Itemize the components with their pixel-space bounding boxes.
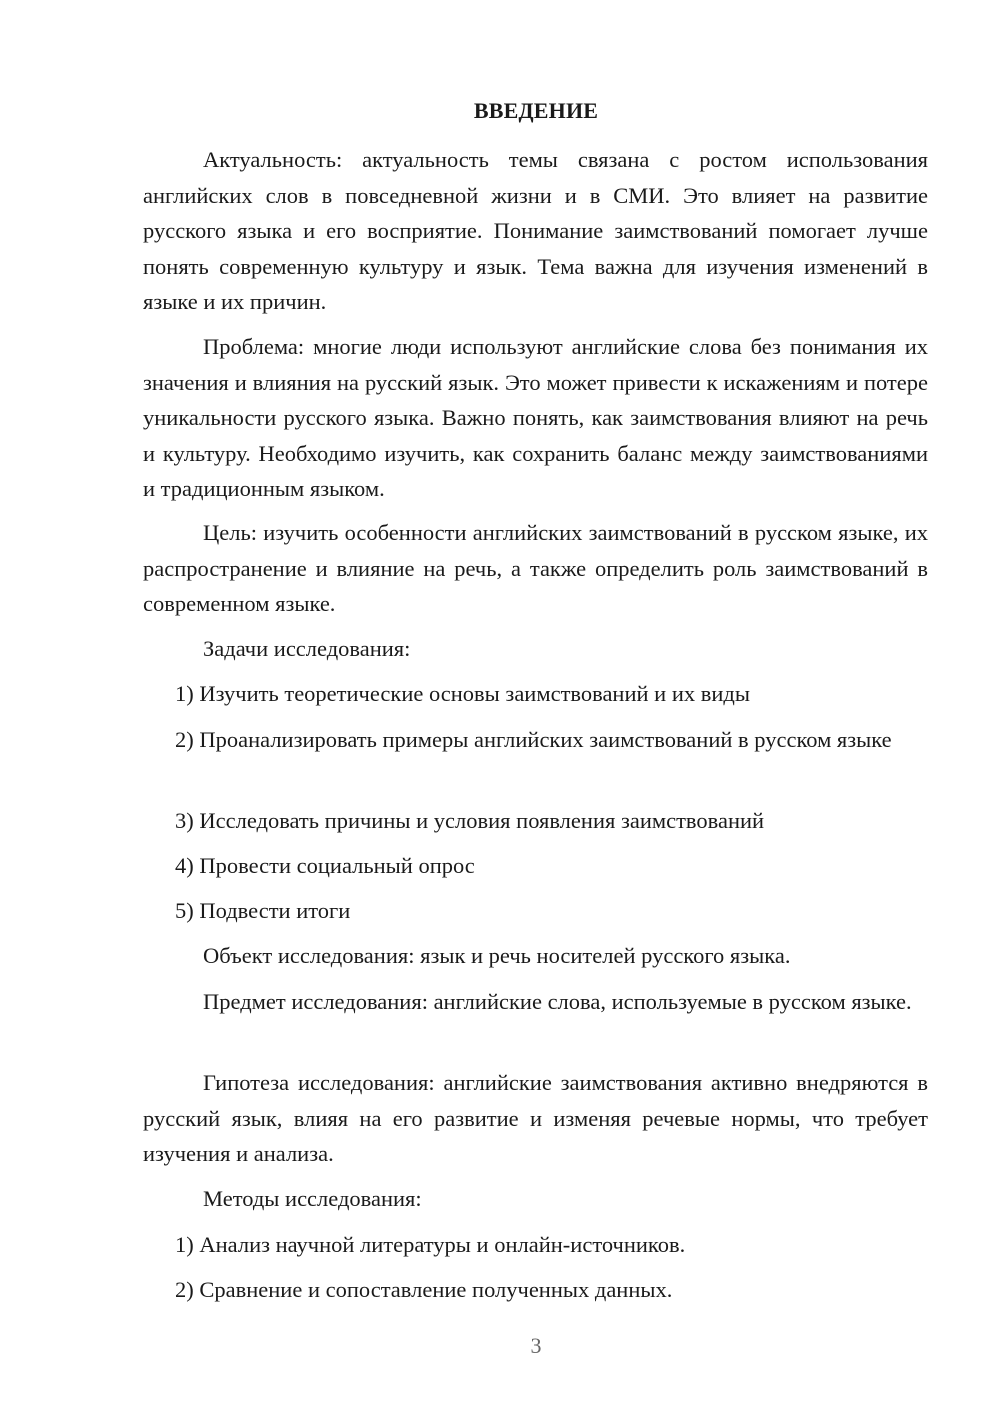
goal-paragraph: Цель: изучить особенности английских заимствований в русском языке, их распространение и влияние на речь, а также определить роль заимствований в современном языке. [143,520,928,616]
relevance-paragraph: Актуальность: актуальность темы связана с ростом использования английских слов в повседневной жизни и в СМИ. Это влияет на развитие русского языка и его восприятие. Понимание заимствований помогает лучше понять современную культуру и язык. Тема важна для изучения изменений в языке и их причин. [143,147,928,314]
task-item-4: 4) Провести социальный опрос [175,853,475,878]
page-number: 3 [530,1333,542,1358]
task-item-5: 5) Подвести итоги [175,898,351,923]
hypothesis-paragraph: Гипотеза исследования: английские заимствования активно внедряются в русский язык, влияя на его развитие и изменяя речевые нормы, что требует изучения и анализа. [143,1070,928,1166]
task-item-1: 1) Изучить теоретические основы заимствований и их виды [175,681,750,706]
tasks-title: Задачи исследования: [203,636,411,661]
section-heading: ВВЕДЕНИЕ [473,98,599,123]
method-item-2: 2) Сравнение и сопоставление полученных данных. [175,1277,673,1302]
methods-title: Методы исследования: [203,1186,422,1211]
method-item-1: 1) Анализ научной литературы и онлайн-источников. [175,1232,686,1257]
task-item-3: 3) Исследовать причины и условия появления заимствований [175,808,765,833]
problem-paragraph: Проблема: многие люди используют английские слова без понимания их значения и влияния на русский язык. Это может привести к искажениям и потере уникальности русского языка. Важно понять, как заимствования влияют на речь и культуру. Необходимо изучить, как сохранить баланс между заимствованиями и традиционным языком. [143,334,928,501]
object-paragraph: Объект исследования: язык и речь носителей русского языка. [203,943,791,968]
task-item-2: 2) Проанализировать примеры английских заимствований в русском языке [175,727,892,752]
subject-paragraph: Предмет исследования: английские слова, используемые в русском языке. [203,989,912,1014]
